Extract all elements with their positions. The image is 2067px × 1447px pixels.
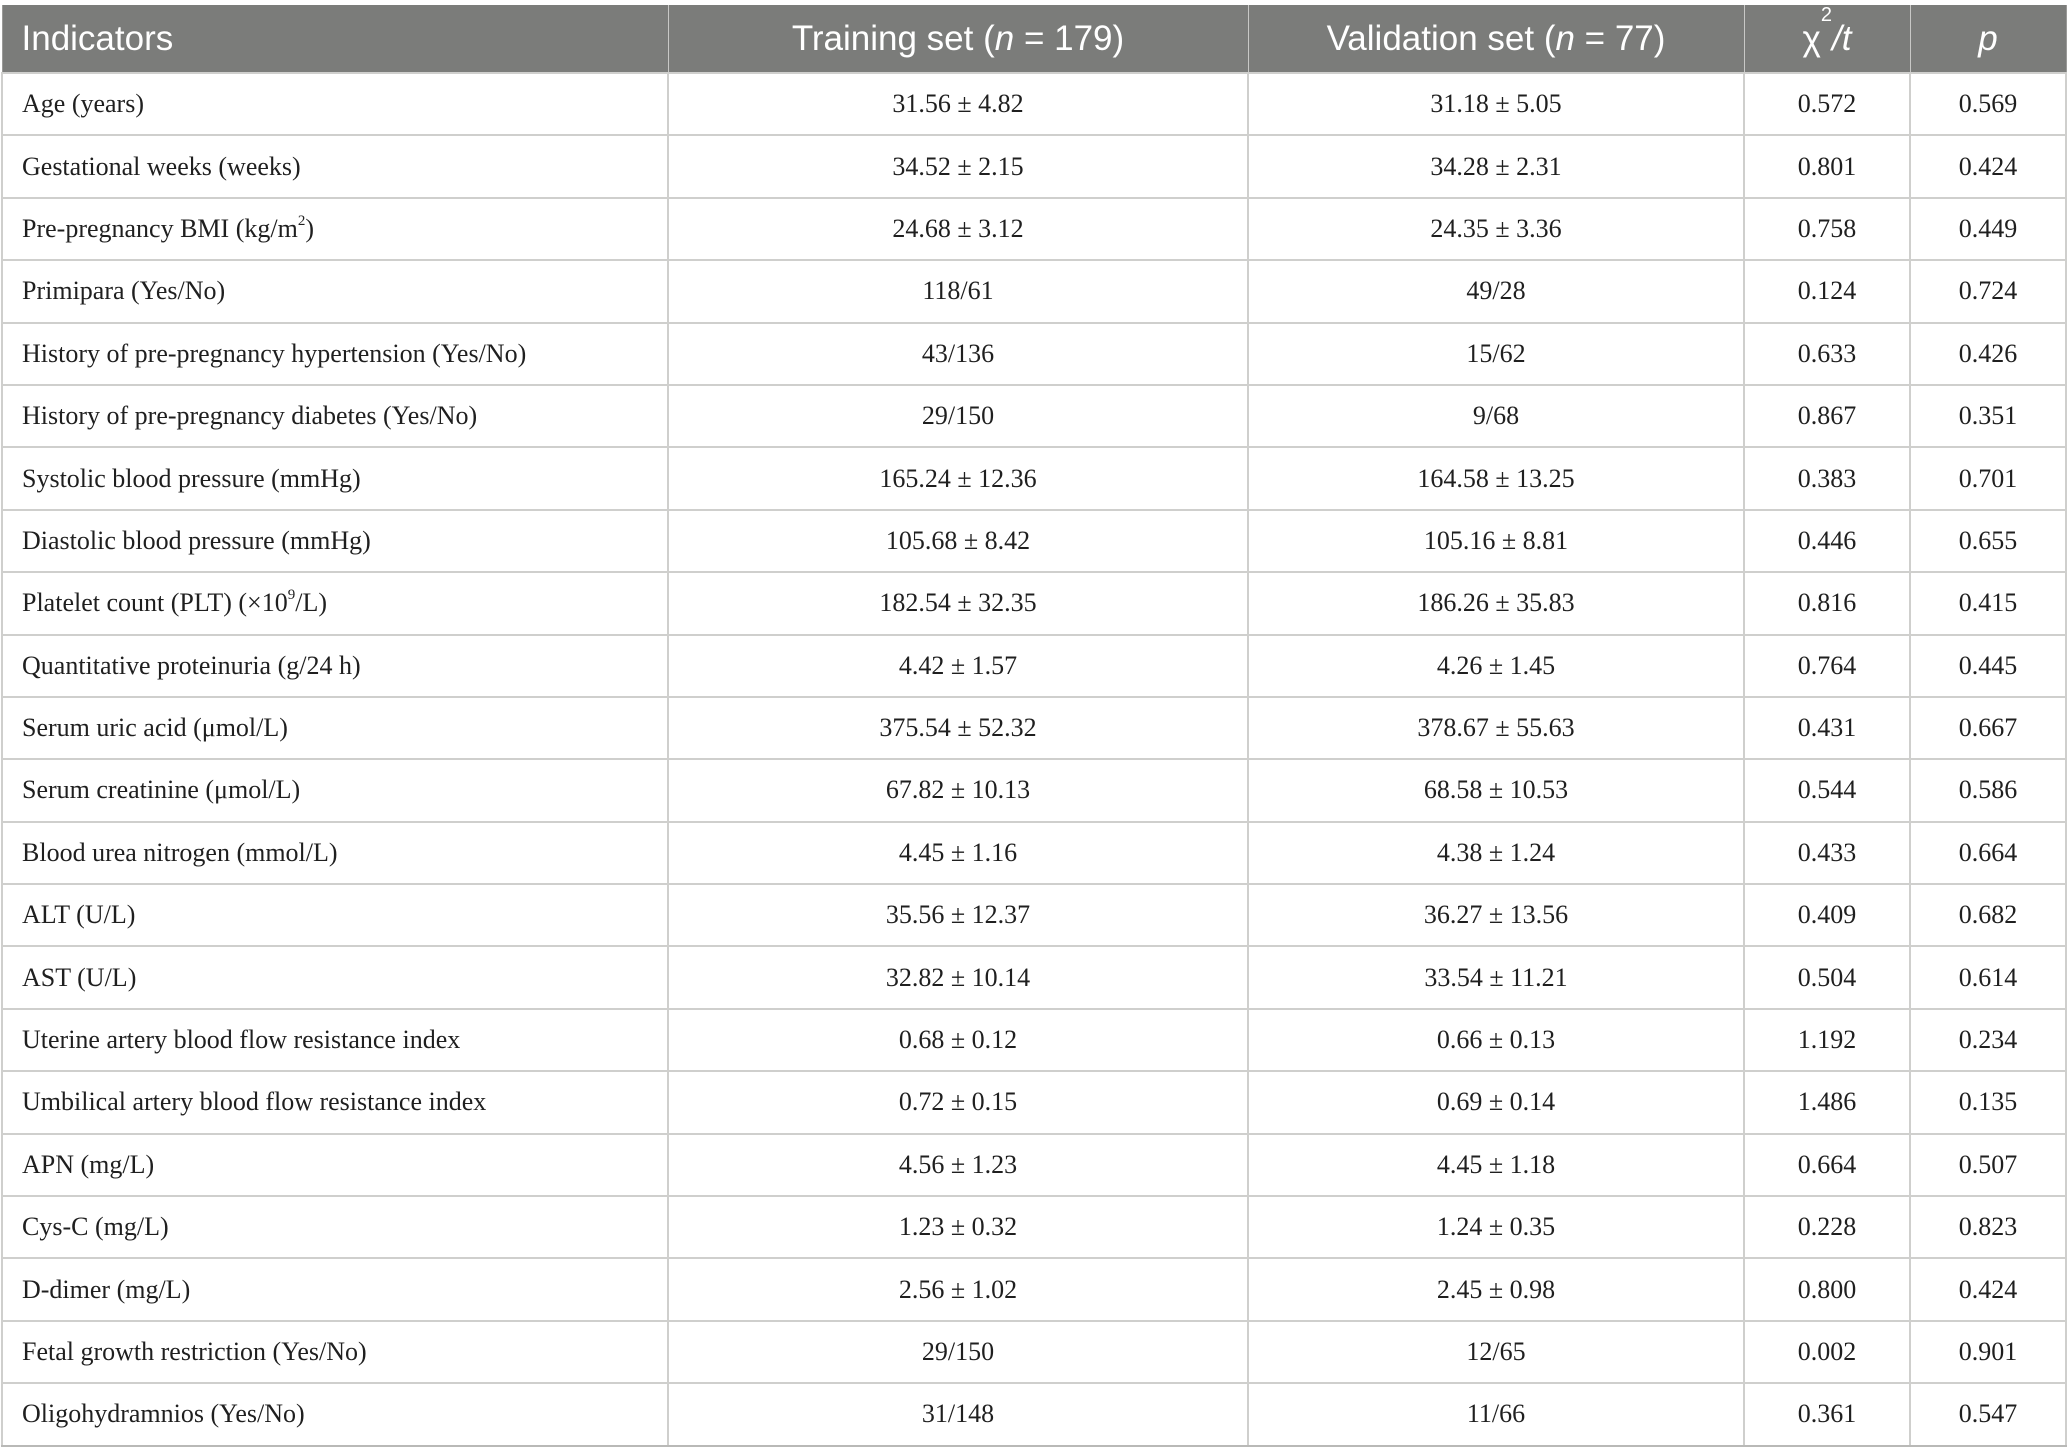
training-value-cell: 105.68 ± 8.42 xyxy=(668,510,1248,572)
validation-value-cell: 4.38 ± 1.24 xyxy=(1248,822,1744,884)
training-value-cell: 67.82 ± 10.13 xyxy=(668,759,1248,821)
validation-value-cell: 68.58 ± 10.53 xyxy=(1248,759,1744,821)
table-row xyxy=(2,759,2066,821)
header-validation-set xyxy=(1248,5,1744,73)
training-value-cell: 35.56 ± 12.37 xyxy=(668,884,1248,946)
table-row xyxy=(2,1071,2066,1133)
training-value-cell: 34.52 ± 2.15 xyxy=(668,135,1248,197)
indicator-cell xyxy=(2,1383,668,1445)
p-value-cell: 0.586 xyxy=(1910,759,2066,821)
indicator-label: ALT (U/L) xyxy=(22,900,136,930)
indicator-label: Serum creatinine (μmol/L) xyxy=(22,775,301,805)
training-value-cell: 0.68 ± 0.12 xyxy=(668,1009,1248,1071)
chi-t-value-cell: 0.758 xyxy=(1744,198,1910,260)
validation-value-cell: 9/68 xyxy=(1248,385,1744,447)
indicator-label: D-dimer (mg/L) xyxy=(22,1274,191,1304)
table-row xyxy=(2,447,2066,509)
table-header xyxy=(2,5,2066,73)
validation-value-cell: 0.69 ± 0.14 xyxy=(1248,1071,1744,1133)
chi-t-value-cell: 0.801 xyxy=(1744,135,1910,197)
p-value-cell: 0.664 xyxy=(1910,822,2066,884)
p-value-cell: 0.424 xyxy=(1910,1258,2066,1320)
p-value-cell: 0.682 xyxy=(1910,884,2066,946)
chi-t-value-cell: 0.816 xyxy=(1744,572,1910,634)
header-indicators xyxy=(2,5,668,73)
validation-value-cell: 49/28 xyxy=(1248,260,1744,322)
p-value-cell: 0.445 xyxy=(1910,635,2066,697)
chi-t-value-cell: 0.361 xyxy=(1744,1383,1910,1445)
p-value-cell: 0.449 xyxy=(1910,198,2066,260)
header-chi-symbol: χ xyxy=(1802,18,1821,58)
indicator-label: Oligohydramnios (Yes/No) xyxy=(22,1399,305,1429)
chi-t-value-cell: 0.383 xyxy=(1744,447,1910,509)
table-row xyxy=(2,323,2066,385)
indicator-cell xyxy=(2,635,668,697)
indicator-label: Serum uric acid (μmol/L) xyxy=(22,713,288,743)
table-row xyxy=(2,822,2066,884)
p-value-cell: 0.234 xyxy=(1910,1009,2066,1071)
indicator-label: Platelet count (PLT) (×10 xyxy=(22,588,288,618)
indicator-cell xyxy=(2,260,668,322)
indicator-label: Cys-C (mg/L) xyxy=(22,1212,169,1242)
p-value-cell: 0.426 xyxy=(1910,323,2066,385)
indicator-cell xyxy=(2,73,668,135)
validation-value-cell: 105.16 ± 8.81 xyxy=(1248,510,1744,572)
training-value-cell: 31.56 ± 4.82 xyxy=(668,73,1248,135)
chi-t-value-cell: 0.433 xyxy=(1744,822,1910,884)
chi-t-value-cell: 0.409 xyxy=(1744,884,1910,946)
header-p xyxy=(1910,5,2066,73)
chi-t-value-cell: 0.228 xyxy=(1744,1196,1910,1258)
indicator-label: APN (mg/L) xyxy=(22,1149,155,1179)
p-value-cell: 0.507 xyxy=(1910,1134,2066,1196)
table-body xyxy=(2,73,2066,1446)
table-row xyxy=(2,1321,2066,1383)
indicator-label: Quantitative proteinuria (g/24 h) xyxy=(22,650,361,680)
chi-t-value-cell: 0.764 xyxy=(1744,635,1910,697)
table-row xyxy=(2,510,2066,572)
chi-t-value-cell: 1.486 xyxy=(1744,1071,1910,1133)
validation-value-cell: 164.58 ± 13.25 xyxy=(1248,447,1744,509)
p-value-cell: 0.901 xyxy=(1910,1321,2066,1383)
indicator-label-superscript: 2 xyxy=(297,212,306,229)
header-indicators-label: Indicators xyxy=(21,18,174,58)
indicator-label: Age (years) xyxy=(22,89,144,119)
table-row xyxy=(2,1009,2066,1071)
table-row xyxy=(2,1258,2066,1320)
chi-t-value-cell: 0.446 xyxy=(1744,510,1910,572)
indicator-label-suffix: ) xyxy=(305,213,314,243)
validation-value-cell: 15/62 xyxy=(1248,323,1744,385)
p-value-cell: 0.823 xyxy=(1910,1196,2066,1258)
p-value-cell: 0.724 xyxy=(1910,260,2066,322)
p-value-cell: 0.701 xyxy=(1910,447,2066,509)
header-chi-t xyxy=(1744,5,1910,73)
training-value-cell: 2.56 ± 1.02 xyxy=(668,1258,1248,1320)
indicator-label: Diastolic blood pressure (mmHg) xyxy=(22,525,371,555)
indicator-cell xyxy=(2,1009,668,1071)
p-value-cell: 0.424 xyxy=(1910,135,2066,197)
indicator-label: Pre-pregnancy BMI (kg/m xyxy=(22,213,298,243)
indicator-cell xyxy=(2,1196,668,1258)
validation-value-cell: 33.54 ± 11.21 xyxy=(1248,946,1744,1008)
chi-t-value-cell: 0.800 xyxy=(1744,1258,1910,1320)
indicator-cell xyxy=(2,884,668,946)
chi-t-value-cell: 0.431 xyxy=(1744,697,1910,759)
header-p-label: p xyxy=(1978,18,1998,58)
header-chi-superscript: 2 xyxy=(1820,3,1833,26)
indicator-cell xyxy=(2,447,668,509)
p-value-cell: 0.569 xyxy=(1910,73,2066,135)
indicator-label: Umbilical artery blood flow resistance index xyxy=(22,1087,487,1117)
header-training-prefix: Training set ( xyxy=(791,18,995,58)
indicator-cell xyxy=(2,510,668,572)
validation-value-cell: 4.45 ± 1.18 xyxy=(1248,1134,1744,1196)
validation-value-cell: 31.18 ± 5.05 xyxy=(1248,73,1744,135)
header-validation-n: n xyxy=(1555,18,1575,58)
indicator-label: History of pre-pregnancy diabetes (Yes/No) xyxy=(22,401,478,431)
table-row xyxy=(2,1196,2066,1258)
chi-t-value-cell: 0.544 xyxy=(1744,759,1910,821)
chi-t-value-cell: 1.192 xyxy=(1744,1009,1910,1071)
training-value-cell: 43/136 xyxy=(668,323,1248,385)
indicator-label: Blood urea nitrogen (mmol/L) xyxy=(22,837,338,867)
table-row xyxy=(2,198,2066,260)
validation-value-cell: 24.35 ± 3.36 xyxy=(1248,198,1744,260)
chi-t-value-cell: 0.572 xyxy=(1744,73,1910,135)
indicator-cell xyxy=(2,946,668,1008)
p-value-cell: 0.547 xyxy=(1910,1383,2066,1445)
table-row xyxy=(2,884,2066,946)
table-row xyxy=(2,572,2066,634)
indicator-label: Primipara (Yes/No) xyxy=(22,276,226,306)
indicator-label-superscript: 9 xyxy=(287,587,296,604)
indicator-cell xyxy=(2,1321,668,1383)
comparison-table xyxy=(1,5,2067,1447)
table-row xyxy=(2,697,2066,759)
indicator-label: AST (U/L) xyxy=(22,962,137,992)
header-training-suffix: = 179) xyxy=(1014,18,1125,58)
indicator-label: Systolic blood pressure (mmHg) xyxy=(22,463,361,493)
header-training-set xyxy=(668,5,1248,73)
header-validation-suffix: = 77) xyxy=(1574,18,1666,58)
indicator-label: Fetal growth restriction (Yes/No) xyxy=(22,1337,367,1366)
table-row xyxy=(2,73,2066,135)
validation-value-cell: 12/65 xyxy=(1248,1321,1744,1383)
indicator-cell xyxy=(2,759,668,821)
validation-value-cell: 36.27 ± 13.56 xyxy=(1248,884,1744,946)
table-row xyxy=(2,635,2066,697)
indicator-cell xyxy=(2,198,668,260)
indicator-cell xyxy=(2,822,668,884)
training-value-cell: 24.68 ± 3.12 xyxy=(668,198,1248,260)
indicator-cell xyxy=(2,135,668,197)
training-value-cell: 118/61 xyxy=(668,260,1248,322)
indicator-label: History of pre-pregnancy hypertension (Yes/No) xyxy=(22,338,527,368)
p-value-cell: 0.415 xyxy=(1910,572,2066,634)
table-row xyxy=(2,260,2066,322)
validation-value-cell: 34.28 ± 2.31 xyxy=(1248,135,1744,197)
validation-value-cell: 4.26 ± 1.45 xyxy=(1248,635,1744,697)
validation-value-cell: 0.66 ± 0.13 xyxy=(1248,1009,1744,1071)
training-value-cell: 29/150 xyxy=(668,1321,1248,1383)
table-row xyxy=(2,1383,2066,1445)
training-value-cell: 375.54 ± 52.32 xyxy=(668,697,1248,759)
training-value-cell: 1.23 ± 0.32 xyxy=(668,1196,1248,1258)
validation-value-cell: 186.26 ± 35.83 xyxy=(1248,572,1744,634)
chi-t-value-cell: 0.002 xyxy=(1744,1321,1910,1383)
header-validation-prefix: Validation set ( xyxy=(1326,18,1556,58)
validation-value-cell: 2.45 ± 0.98 xyxy=(1248,1258,1744,1320)
training-value-cell: 31/148 xyxy=(668,1383,1248,1445)
chi-t-value-cell: 0.124 xyxy=(1744,260,1910,322)
training-value-cell: 29/150 xyxy=(668,385,1248,447)
validation-value-cell: 378.67 ± 55.63 xyxy=(1248,697,1744,759)
table-row xyxy=(2,946,2066,1008)
training-value-cell: 4.45 ± 1.16 xyxy=(668,822,1248,884)
p-value-cell: 0.614 xyxy=(1910,946,2066,1008)
indicator-cell xyxy=(2,385,668,447)
p-value-cell: 0.667 xyxy=(1910,697,2066,759)
table-row xyxy=(2,135,2066,197)
header-row xyxy=(2,5,2066,73)
indicator-cell xyxy=(2,323,668,385)
training-value-cell: 165.24 ± 12.36 xyxy=(668,447,1248,509)
p-value-cell: 0.655 xyxy=(1910,510,2066,572)
training-value-cell: 0.72 ± 0.15 xyxy=(668,1071,1248,1133)
validation-value-cell: 1.24 ± 0.35 xyxy=(1248,1196,1744,1258)
indicator-cell xyxy=(2,572,668,634)
chi-t-value-cell: 0.867 xyxy=(1744,385,1910,447)
training-value-cell: 32.82 ± 10.14 xyxy=(668,946,1248,1008)
indicator-cell xyxy=(2,697,668,759)
training-value-cell: 4.42 ± 1.57 xyxy=(668,635,1248,697)
indicator-cell xyxy=(2,1134,668,1196)
indicator-label-suffix: /L) xyxy=(295,588,327,618)
table-row xyxy=(2,1134,2066,1196)
indicator-label: Uterine artery blood flow resistance index xyxy=(22,1025,461,1055)
indicator-cell xyxy=(2,1258,668,1320)
indicator-label: Gestational weeks (weeks) xyxy=(22,151,301,181)
training-value-cell: 4.56 ± 1.23 xyxy=(668,1134,1248,1196)
chi-t-value-cell: 0.633 xyxy=(1744,323,1910,385)
chi-t-value-cell: 0.664 xyxy=(1744,1134,1910,1196)
header-chi-t-label: /t xyxy=(1832,18,1852,58)
header-training-n: n xyxy=(994,18,1015,58)
indicator-cell xyxy=(2,1071,668,1133)
training-value-cell: 182.54 ± 32.35 xyxy=(668,572,1248,634)
chi-t-value-cell: 0.504 xyxy=(1744,946,1910,1008)
table-row xyxy=(2,385,2066,447)
p-value-cell: 0.135 xyxy=(1910,1071,2066,1133)
validation-value-cell: 11/66 xyxy=(1248,1383,1744,1445)
p-value-cell: 0.351 xyxy=(1910,385,2066,447)
